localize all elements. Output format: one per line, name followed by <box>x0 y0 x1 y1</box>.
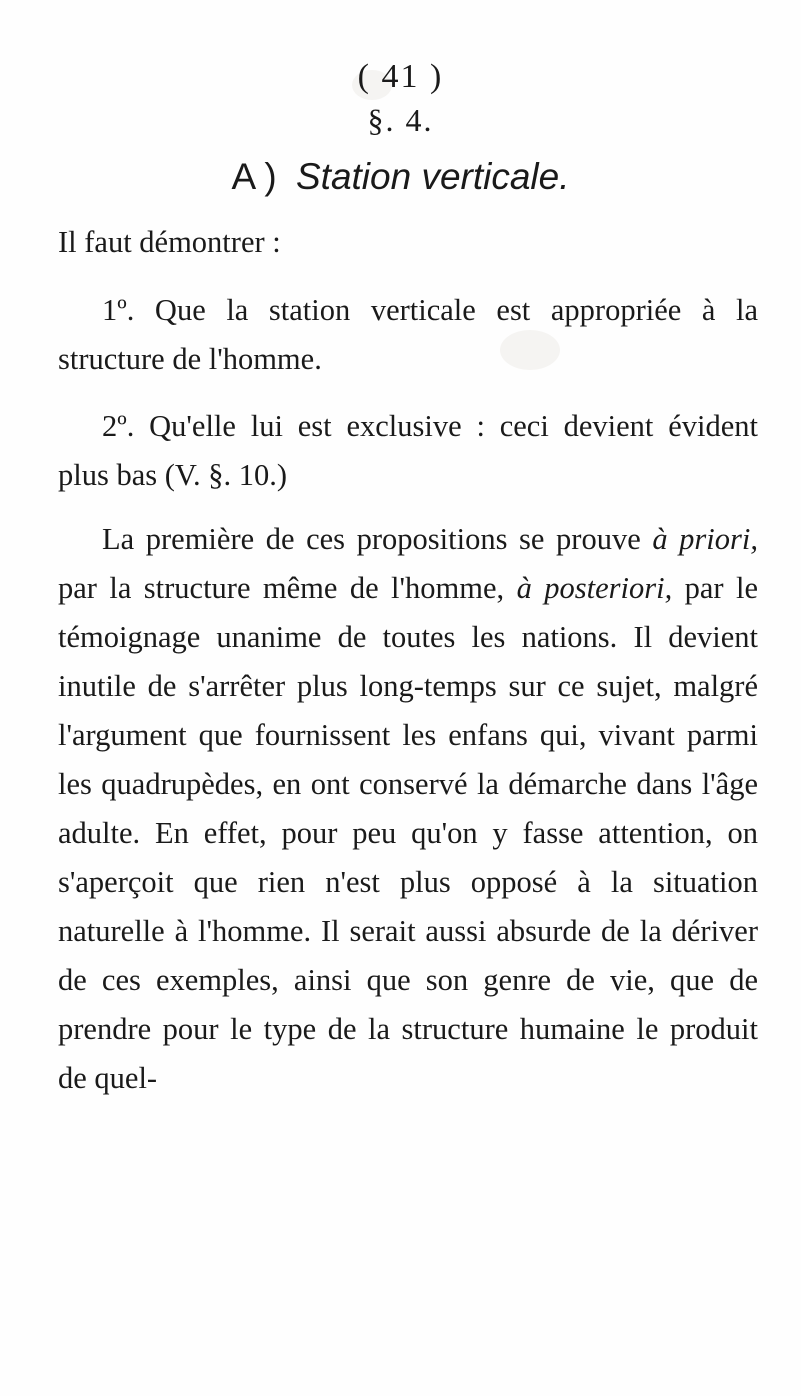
phrase-a-priori: à priori, <box>652 522 758 556</box>
page-number: ( 41 ) <box>357 58 444 95</box>
paragraph-part-3: par le témoignage unanime de toutes les nations. Il devient inutile de s'arrêter plus long-temps sur ce sujet, malgré l'argument que fournissent les enfans qui, vivant parmi les quadrupèdes, en ont conservé la démarche dans l'âge adulte. En effet, pour peu qu'on y fasse attention, on s'aperçoit que rien n'est plus opposé à la situation naturelle à l'homme. Il serait aussi absurde de la dériver de ces exemples, ainsi que son genre de vie, que de prendre pour le type de la structure humaine le produit de quel- <box>58 571 758 1095</box>
paragraph-part-1: La première de ces propositions se prouve <box>102 522 641 556</box>
main-paragraph <box>58 515 758 1103</box>
intro-line: Il faut démontrer : <box>58 225 281 259</box>
section-number: §. 4. <box>367 102 434 138</box>
heading-marker: A ) <box>231 156 277 197</box>
section-heading <box>0 156 801 199</box>
point-two: 2º. Qu'elle lui est exclusive : ceci devient évident plus bas (V. §. 10.) <box>58 409 758 492</box>
paragraph-part-2: par la structure même de l'homme, <box>58 571 505 605</box>
heading-title: Station verticale. <box>295 156 570 197</box>
phrase-a-posteriori: à posteriori, <box>516 571 673 605</box>
point-one: 1º. Que la station verticale est appropriée à la structure de l'homme. <box>58 293 758 376</box>
